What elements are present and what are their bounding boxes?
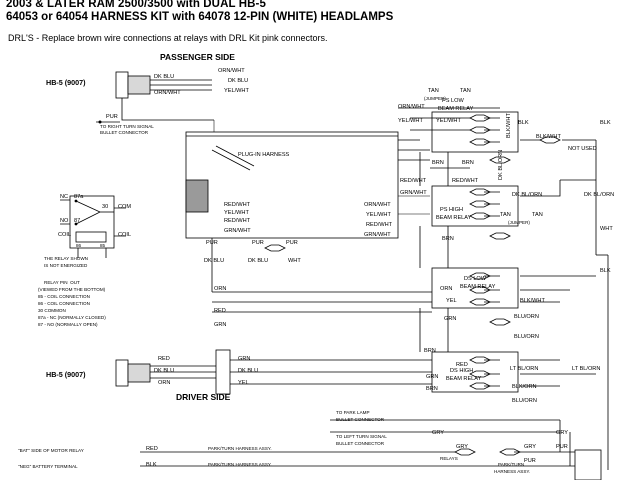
wire-label-ornwht-4: ORN/WHT [398,104,425,110]
wire-label-bluorn-3: BLU/ORN [512,398,537,404]
relay-ds-low-title: DS LOW [464,276,487,282]
wire-label-redwht-4: RED/WHT [400,178,427,184]
wire-label-wht-1: WHT [288,258,301,264]
wire-label-red-2: RED [158,356,170,362]
pinout-legend-5: 87a - NC (NORMALLY CLOSED) [38,315,106,320]
wire-label-orn-2: ORN [440,286,453,292]
relay-ps-low-title2: BEAM RELAY [438,106,474,112]
callout-jumper-1: (JUMPER) [424,96,446,101]
relay-ps-high-title2: BEAM RELAY [436,215,472,221]
wire-label-gry-3: GRY [524,444,537,450]
callout-jumper-2: (JUMPER) [508,220,530,225]
pinout-30: 30 [102,204,109,210]
wire-label-grn-3: GRN [238,356,251,362]
wire-label-grnwht-3: GRN/WHT [400,190,427,196]
park-harness-label-1: PARK/TURN [498,462,525,467]
wire-label-gry-4: GRY [556,430,569,436]
wire-label-yelwht-5: YEL/WHT [436,118,461,124]
wire-label-ornwht-3: ORN/WHT [364,202,391,208]
wire-label-dkblu-3: DK BLU [204,258,225,264]
header-note: DRL'S - Replace brown wire connections at relays with DRL Kit pink connectors. [8,33,328,43]
wire-label-yel-2: YEL [238,380,249,386]
wire-label-bluorn-2: BLU/ORN [514,334,539,340]
relay-ds-high-title: DS HIGH [450,368,474,374]
wire-label-bluorn-1: BLU/ORN [514,314,539,320]
wire-label-red-3: RED [456,362,468,368]
wire-label-yelwht-4: YEL/WHT [398,118,423,124]
pinout-coil-right: COIL [118,232,132,238]
pinout-title-1: THE RELAY SHOWN [44,256,88,261]
pinout-nc: NC [60,194,69,200]
wire-label-dkblorn-2: DK BL/ORN [584,192,615,198]
wire-label-pur-2: PUR [206,240,218,246]
wire-label-blk-3: BLK [600,268,611,274]
wire-label-redwht-2: RED/WHT [224,218,251,224]
wire-label-blkorn-1: BLK/ORN [512,384,537,390]
wire-label-blkwht-1: BLK/WHT [536,134,561,140]
wire-label-vert-2: DK BL/ORN [498,149,504,180]
pinout-87: 87 [74,218,81,224]
wire-label-redwht-3: RED/WHT [366,222,393,228]
callout-left-turn-1: TO LEFT TURN SIGNAL [336,434,387,439]
wire-label-dkblorn-1: DK BL/ORN [512,192,543,198]
wire-label-dkblu-5: DK BLU [154,368,175,374]
wire-label-dkblu-4: DK BLU [248,258,269,264]
wire-label-blk-4: BLK [146,462,157,468]
wire-label-vert-1: BLK/WHT [506,113,512,138]
neg-label: "NEG" BATTERY TERMINAL [18,464,78,469]
wire-label-brn-4: BRN [424,348,436,354]
callout-right-turn-2: BULLET CONNECTOR [100,130,149,135]
pinout-legend-2: 85 - COIL CONNECTION [38,294,90,299]
pinout-title-2: IS NOT ENERGIZED [44,263,88,268]
pinout-coil-left: COIL [58,232,72,238]
wire-label-gry-1: GRY [432,430,445,436]
callout-park-lamp-1: TO PARK LAMP [336,410,370,415]
wire-label-pur-6: PUR [524,458,536,464]
lamp-label-driver: HB-5 (9007) [46,370,86,379]
wire-label-grn-2: GRN [444,316,457,322]
wire-label-ornwht-ps: ORN/WHT [154,90,181,96]
wire-label-grnwht-2: GRN/WHT [364,232,391,238]
wire-label-blk-2: BLK [600,120,611,126]
bat-label: "BAT" SIDE OF MOTOR RELAY [18,448,84,453]
relay-ps-high-title: PS HIGH [440,207,464,213]
pinout-com: COM [118,204,132,210]
relay-ps-low-title: PS LOW [442,98,464,104]
pinout-legend-1: (VIEWED FROM THE BOTTOM) [38,287,106,292]
wire-label-grn-1: GRN [214,322,227,328]
wire-label-tan-4: TAN [532,212,543,218]
wire-label-ltblorn-2: LT BL/ORN [572,366,601,372]
park-relays-label: RELAYS [440,456,458,461]
wire-label-grn-4: GRN [426,374,439,380]
wire-label-yelwht-3: YEL/WHT [366,212,391,218]
park-harness-label-2: HARNESS ASSY. [494,469,531,474]
wire-label-blk-1: BLK [518,120,529,126]
pinout-legend-3: 86 - COIL CONNECTION [38,301,90,306]
wire-label-redwht-5: RED/WHT [452,178,479,184]
header-line-2: 64053 or 64054 HARNESS KIT with 64078 12-PIN (WHITE) HEADLAMPS [6,11,394,23]
relay-ds-low-title2: BEAM RELAY [460,284,496,290]
wire-label-brn-2: BRN [462,160,474,166]
park-harness-assy-1: PARK/TURN HARNESS ASSY. [208,446,272,451]
wire-label-grnwht-1: GRN/WHT [224,228,251,234]
pinout-86: 86 [76,243,82,248]
wire-label-gry-2: GRY [456,444,469,450]
wire-label-dkblu-ps2: DK BLU [228,78,249,84]
callout-plug-in-harness: PLUG-IN HARNESS [238,152,290,158]
wire-label-brn-1: BRN [432,160,444,166]
callout-not-used: NOT USED [568,146,597,152]
callout-right-turn: TO RIGHT TURN SIGNAL [100,124,154,129]
pinout-87a: 87a [74,194,84,200]
wire-label-blkwht-2: BLK/WHT [520,298,545,304]
pinout-legend-6: 87 - NO (NORMALLY OPEN) [38,322,98,327]
wire-label-orn-3: ORN [158,380,171,386]
wire-label-tan-3: TAN [500,212,511,218]
wire-label-tan-1: TAN [428,88,439,94]
wire-label-red-1: RED [214,308,226,314]
wire-label-yel-1: YEL [446,298,457,304]
pinout-85: 85 [100,243,106,248]
wire-label-pur-3: PUR [252,240,264,246]
wire-label-tan-2: TAN [460,88,471,94]
wire-label-orn-1: ORN [214,286,227,292]
pinout-legend-0: RELAY PIN OUT [44,280,80,285]
wire-label-brn-5: BRN [426,386,438,392]
wire-label-redwht-1: RED/WHT [224,202,251,208]
wire-label-ltblorn-1: LT BL/ORN [510,366,539,372]
wire-label-wht-2: WHT [600,226,613,232]
wire-label-yelwht-ps: YEL/WHT [224,88,249,94]
header-line-1: 2003 & LATER RAM 2500/3500 with DUAL HB-5 [6,0,266,10]
wire-label-pur-4: PUR [286,240,298,246]
callout-park-lamp-2: BULLET CONNECTOR [336,417,385,422]
wire-label-dkblu-6: DK BLU [238,368,259,374]
pinout-legend-4: 30 COMMON [38,308,66,313]
relay-ds-high-title2: BEAM RELAY [446,376,482,382]
wire-label-yelwht-2: YEL/WHT [224,210,249,216]
lamp-label-passenger: HB-5 (9007) [46,78,86,87]
park-harness-assy-2: PARK/TURN HARNESS ASSY. [208,462,272,467]
wire-label-dkblu-ps: DK BLU [154,74,175,80]
wire-label-brn-3: BRN [442,236,454,242]
callout-left-turn-2: BULLET CONNECTOR [336,441,385,446]
wire-label-ornwht-ps2: ORN/WHT [218,68,245,74]
passenger-side-label: PASSENGER SIDE [160,52,235,62]
wire-label-pur-1: PUR [106,114,118,120]
pinout-no: NO [60,218,69,224]
wire-label-pur-5: PUR [556,444,568,450]
wire-label-red-4: RED [146,446,158,452]
driver-side-label: DRIVER SIDE [176,392,231,402]
